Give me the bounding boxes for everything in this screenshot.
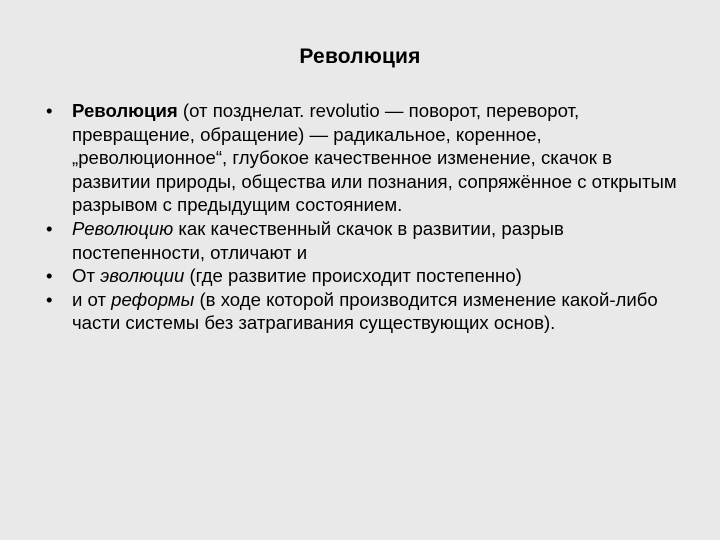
bullet-item-revolution-definition [46,99,686,217]
bullet-icon: • [46,100,53,121]
bullet-list [46,99,686,335]
bullet-item-reform [46,288,686,335]
leap-text: как качественный скачок в развитии, разрыв постепенности, отличают и [72,217,564,263]
bullet-item-evolution [46,264,686,288]
term-reform: реформы [111,288,195,310]
term-revolution: Революция [72,100,178,121]
evolution-prefix: От [72,265,101,287]
bullet-icon: • [46,288,53,310]
term-revolution-accusative: Революцию [72,217,174,239]
term-evolution: эволюции [100,265,185,287]
reform-prefix: и от [72,288,112,310]
bullet-icon: • [46,217,53,239]
bullet-item-revolution-leap [46,217,686,264]
slide-title: Революция [299,45,421,68]
evolution-text: (где развитие происходит постепенно) [184,265,522,287]
definition-text: (от позднелат. revolutio — поворот, переворот, превращение, обращение) — радикальное, коренное, „революционное“, глубокое качественное изменение, скачок в развитии природы, общества или познания, сопряжённое с открытым разрывом с предыдущим состоянием. [72,100,677,216]
bullet-icon: • [46,265,53,287]
reform-text: (в ходе которой производится изменение какой-либо части системы без затрагивания существующих основ). [72,288,658,334]
